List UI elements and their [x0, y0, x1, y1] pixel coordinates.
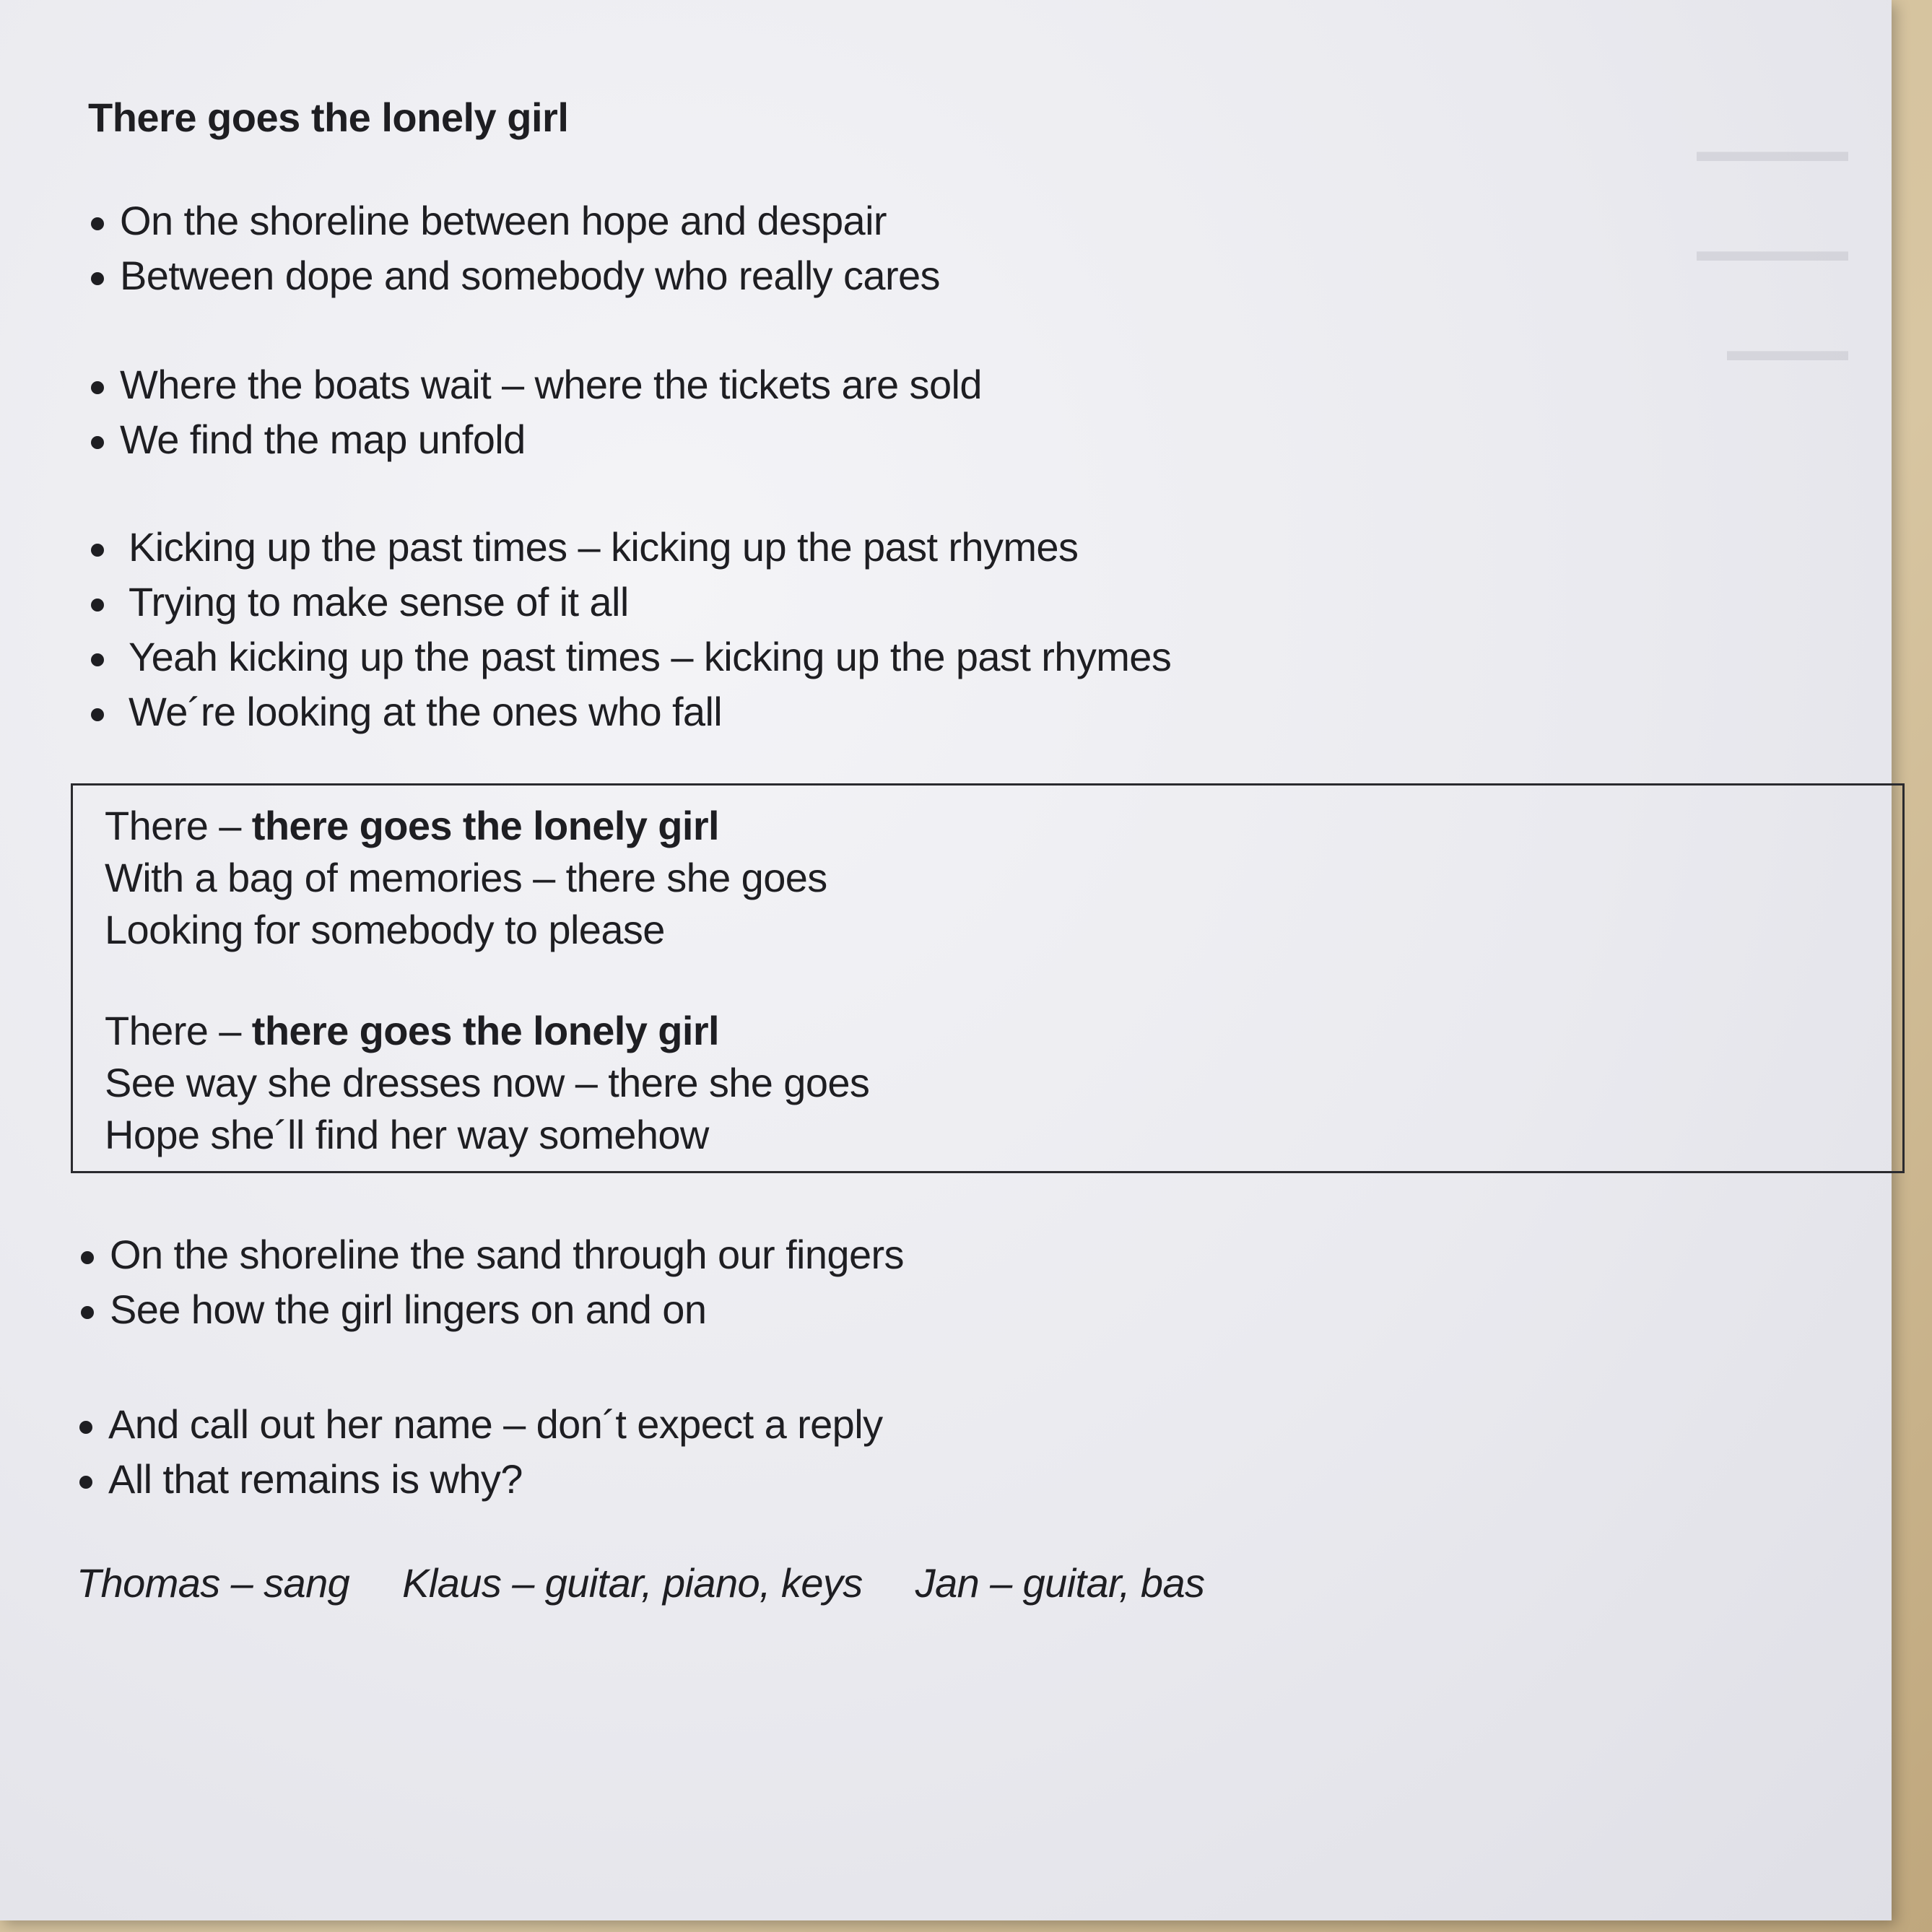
chorus-lead: There – — [105, 803, 252, 848]
lyric-line: Trying to make sense of it all — [87, 575, 1171, 630]
credit-item: Thomas – sang — [77, 1560, 350, 1606]
lyric-line: Yeah kicking up the past times – kicking up the past rhymes — [87, 630, 1171, 684]
lyric-line: Where the boats wait – where the tickets are sold — [87, 357, 982, 412]
chorus-stanza-1 — [105, 800, 1902, 956]
credit-item: Jan – guitar, bas — [915, 1560, 1205, 1606]
verse-1 — [87, 193, 940, 303]
verse-2 — [87, 357, 982, 467]
lyric-line: See how the girl lingers on and on — [77, 1282, 904, 1337]
chorus-stanza-2 — [105, 1005, 1902, 1161]
verse-4 — [77, 1227, 904, 1337]
verse-3 — [87, 520, 1171, 739]
lyric-line: Kicking up the past times – kicking up the past rhymes — [87, 520, 1171, 575]
chorus-lead: There – — [105, 1008, 252, 1053]
lyric-line: All that remains is why? — [75, 1452, 882, 1507]
chorus-line: See way she dresses now – there she goes — [105, 1060, 870, 1105]
chorus-heading — [105, 1005, 1902, 1057]
chorus-heading — [105, 800, 1902, 852]
verse-5 — [75, 1397, 882, 1507]
chorus-box — [71, 783, 1905, 1173]
chorus-bold: there goes the lonely girl — [251, 1008, 719, 1053]
chorus-line: Hope she´ll find her way somehow — [105, 1112, 709, 1157]
lyric-line: Between dope and somebody who really cares — [87, 248, 940, 303]
band-credits — [77, 1559, 1246, 1606]
lyric-line: On the shoreline the sand through our fingers — [77, 1227, 904, 1282]
lyric-line: And call out her name – don´t expect a reply — [75, 1397, 882, 1452]
chorus-line: With a bag of memories – there she goes — [105, 855, 827, 900]
lyric-line: On the shoreline between hope and despair — [87, 193, 940, 248]
credit-item: Klaus – guitar, piano, keys — [402, 1560, 863, 1606]
chorus-line: Looking for somebody to please — [105, 907, 665, 952]
lyric-line: We find the map unfold — [87, 412, 982, 467]
show-through-text: ▬▬▬▬▬ ▬▬▬▬▬ ▬▬▬▬ — [1697, 134, 1848, 367]
song-title: There goes the lonely girl — [88, 95, 569, 140]
chorus-bold: there goes the lonely girl — [251, 803, 719, 848]
lyric-line: We´re looking at the ones who fall — [87, 684, 1171, 739]
